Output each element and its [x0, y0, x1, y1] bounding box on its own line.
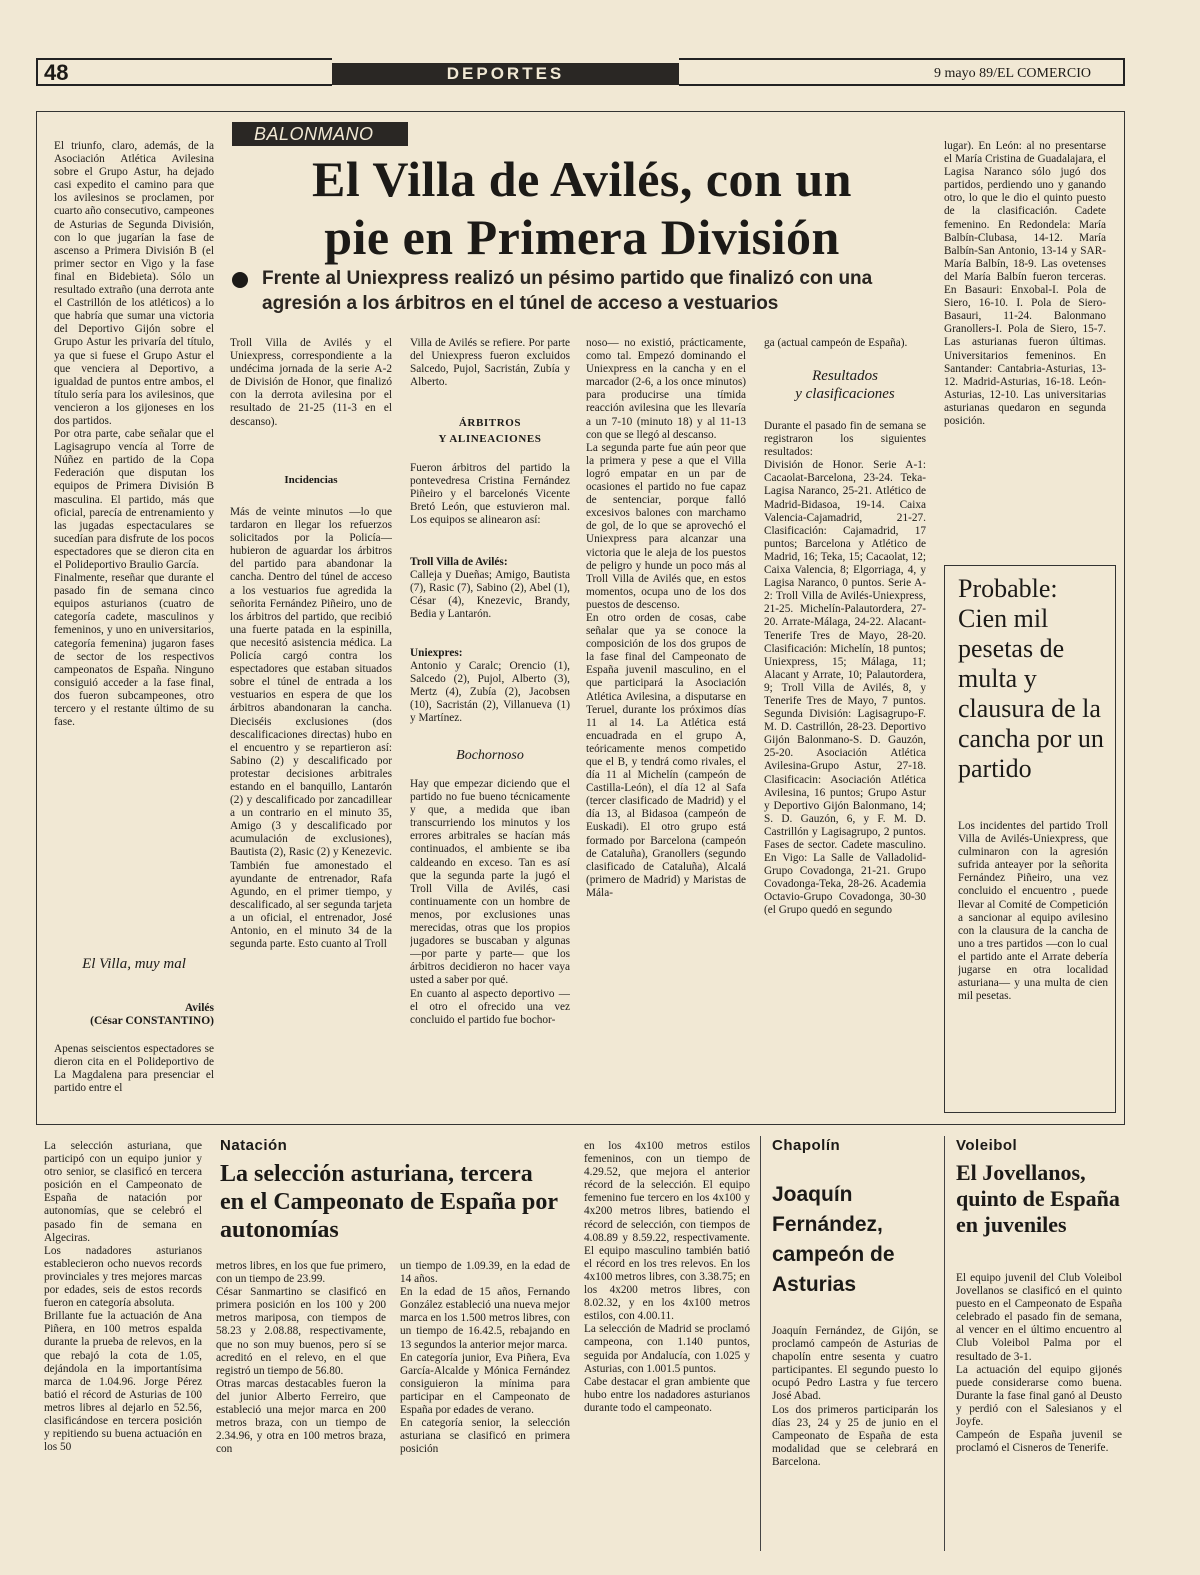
main-headline-line1: El Villa de Avilés, con un [312, 151, 852, 207]
team2-list: Antonio y Caralc; Orencio (1), Salcedo (2), Pujol, Alberto (3), Mertz (4), Zubía (2), Jacobsen (10), Sacristán (2), Villanueva (1) y Martínez. [410, 660, 570, 725]
left-subhead: El Villa, muy mal [82, 956, 186, 972]
natacion-col-b: metros libres, en los que fue primero, con un tiempo de 23.99. César Sanmartino se clasificó en primera posición en los 100 y 200 metros mariposa, con tiempos de 58.23 y 2.08.88, respectivamente, que no son muy buenos, pero sí se acreditó en el relevo, en el que registró un tiempo de 56.80. Otras marcas destacables fueron la del junior Alberto Ferreiro, que estableció una mejor marca en 200 metros braza, con un tiempo de 2.34.96, y otra en 100 metros braza, con [216, 1260, 386, 1456]
voleibol-headline: El Jovellanos, quinto de España en juveniles [956, 1160, 1120, 1237]
voleibol-kicker: Voleibol [956, 1137, 1018, 1154]
sanction-box-title: Probable: Cien mil pesetas de multa y clausura de la cancha por un partido [958, 574, 1104, 783]
header-rule-left [36, 58, 332, 86]
col2-subhead-arbitros: ÁRBITROS [458, 417, 522, 429]
left-column-text: El triunfo, claro, además, de la Asociación Atlética Avilesina sobre el Grupo Astur, ha dejado casi expedito el camino para que los avilesinos se proclamen, por cuarto año consecutivo, campeones de Asturias de Segunda División, con lo que jugarían la fase de ascenso a Primera División B (el primer sector en Vigo y la fase final en Bidebieta). Sólo un resultado extraño (una derrota ante el Castrillón de los atléticos) a lo que habría que sumar una victoria del Deportivo Gijón sobre el Grupo Astur les privaría del título, ya que si fuese el Grupo Astur el que venciera al Deportivo, a igualdad de puntos entre ambos, el título sería para los avilesinos, que vencieron a los gijoneses en los dos partidos. Por otra parte, cabe señalar que el Lagisagrupo vencía al Torre de Núñez en partido de la Copa Federación que disputan los equipos de Primera División B masculina. El partido, más que oficial, parecía de entrenamiento y las jugadas espectaculares se sucedían para disfrute de los pocos espectadores que se dieron cita en el Polideportivo Braulio García. Finalmente, reseñar que durante el pasado fin de semana cinco equipos asturianos (cuatro de categoría cadete, masculinos y femeninos, y uno en universitarios, categoría femenina) jugaron fases de sector de los respectivos campeonatos de España. Ninguno consiguió acceder a la fase final, dos fueron subcampeones, otro tercero y el restante último de su fase. [54, 140, 214, 729]
team1-list: Calleja y Dueñas; Amigo, Bautista (7), Rasic (7), Sabino (2), Abel (1), César (4), Knezevic, Brandy, Bedia y Lantarón. [410, 569, 570, 621]
col1-body: Más de veinte minutos —lo que tardaron en llegar los refuerzos solicitados por la Policía— hubieron de aguardar los árbitros del partido para abandonar la cancha. Dentro del túnel de acceso a los vestuarios fue agredida la señorita Fernández Piñeiro, uno de los árbitros del partido, que recibió una fuerte patada en la espinilla, que necesitó asistencia médica. La Policía cargó contra los espectadores que estaban situados sobre el túnel de entrada a los vestuarios en espera de que los árbitros abandonaran la cancha. Dieciséis exclusiones (dos descalificaciones directas) hubo en el encuentro y se repartieron así: Sabino (2) y descalificado por protestar decisiones arbitrales estando en el banquillo, Lantarón (2) y descalificado por zancadillear a un contrario en el minuto 35, Amigo (3 y descalificado por acumulación de exclusiones), Bautista (2), Rasic (2) y Kenezevic. También fue amonestado el ayundante de entrenador, Rafa Agundo, en el primer tiempo, y descalificado, al ser segunda tarjeta a un oficial, el entrenador, José Antonio, en el minuto 34 de la segunda parte. Esto cuanto al Troll [230, 506, 392, 951]
team1-name: Troll Villa de Avilés: [410, 556, 508, 568]
byline-place: Avilés [184, 1002, 214, 1014]
natacion-col-a: La selección asturiana, que participó con un equipo junior y otro senior, se clasificó en tercera posición en el Campeonato de España de natación por autonomías, que se celebró el pasado fin de semana en Algeciras. Los nadadores asturianos establecieron ocho nuevos records provinciales y tres mejores marcas por edades, seis de estos records fueron en categoría absoluta. Brillante fue la actuación de Ana Piñera, en 100 metros espalda durante la prueba de relevos, en la que rebajó la cota de 1.05, dejándola en la importantísima marca de 1.04.96. Jorge Pérez batió el récord de Asturias de 100 metros libres al dejarlo en 52.56, clasificándose en tercera posición y repitiendo su buena actuación en los 50 [44, 1140, 202, 1454]
page-number: 48 [44, 60, 69, 85]
chapolin-kicker: Chapolín [772, 1137, 841, 1154]
chapolin-text: Joaquín Fernández, de Gijón, se proclamó campeón de Asturias de chapolín entre sesenta y cuatro participantes. El segundo puesto lo ocupó Pedro Lastra y fue tercero José Abad. Los dos primeros participarán los días 23, 24 y 25 de junio en el Campeonato de España de esta modalidad que se celebrará en Barcelona. [772, 1325, 938, 1468]
col4-body: Durante el pasado fin de semana se registraron los siguientes resultados: División de Honor. Serie A-1: Cacaolat-Barcelona, 23-24. Teka-Lagisa Naranco, 25-21. Atlético de Madrid-Bidasoa, 19-14. Caixa Valencia-Cajamadrid, 21-27. Clasificación: Cajamadrid, 17 puntos; Barcelona y Atlético de Madrid, 16; Teka, 15; Cacaolat, 12; Caixa Valencia, 8; Elgorriaga, 4, y Lagisa Naranco, 0 puntos. Serie A-2: Troll Villa de Avilés-Uniexpress, 21-25. Michelín-Palautordera, 27-20. Arrate-Málaga, 24-22. Alacant-Tenerife Tres de Mayo, 28-20. Clasificación: Michelín, 18 puntos; Uniexpress, 15; Málaga, 11; Alacant y Arrate, 10; Palautordera, 9; Troll Villa de Avilés, 8, y Tenerife Tres de Mayo, 7 puntos. Segunda División: Lagisagrupo-F. M. D. Castrillón, 28-23. Deportivo Gijón Balonmano-S. D. Gauzón, 25-20. Asociación Atlética Avilesina-Grupo Astur, 27-18. Clasificacin: Asociación Atlética Avilesina, 16 puntos; Grupo Astur y Deportivo Gijón Balonmano, 14; S. D. Gauzón, 6, y F. M. D. Castrillón y Lagisagrupo, 2 puntos. Fases de sector. Cadete masculino. En Vigo: La Salle de Valladolid-Grupo Covadonga, 21-21. Grupo Covadonga-Teka, 28-26. Academia Octavio-Grupo Covadonga, 30-30 (el Grupo quedó en segundo [764, 420, 926, 917]
col4-subhead-resultados: Resultados [812, 368, 878, 384]
byline-author: (César CONSTANTINO) [90, 1015, 214, 1027]
col2-subhead-bochornoso: Bochornoso [456, 748, 524, 763]
deck-bullet-icon [232, 272, 248, 288]
col2-intro: Villa de Avilés se refiere. Por parte del Uniexpress fueron excluidos Salcedo, Pujol, Sacristán, Zubía y Alberto. [410, 337, 570, 389]
col4-top: ga (actual campeón de España). [764, 337, 908, 349]
bottom-divider-1 [760, 1136, 761, 1551]
col1-subhead-incidencias: Incidencias [284, 474, 338, 486]
natacion-kicker: Natación [220, 1137, 288, 1154]
col1-intro: Troll Villa de Avilés y el Uniexpress, correspondiente a la undécima jornada de la serie A-2 de División de Honor, que finalizó con la derrota avilesina por el resultado de 21-25 (11-3 en el descanso). [230, 337, 392, 428]
natacion-col-c: un tiempo de 1.09.39, en la edad de 14 años. En la edad de 15 años, Fernando González estableció una nueva mejor marca en los 1.500 metros libres, con un tiempo de 16.42.5, rebajando en 13 segundos la anterior mejor marca. En categoría junior, Eva Piñera, Eva García-Alcalde y Mónica Fernández consiguieron la mínima para participar en el Campeonato de España por edades de verano. En categoría senior, la selección asturiana se clasificó en primera posición [400, 1260, 570, 1456]
balonmano-kicker: BALONMANO [232, 122, 408, 146]
natacion-col-d: en los 4x100 metros estilos femeninos, con un tiempo de 4.29.52, que mejora el anterior récord de la selección. El equipo femenino fue tercero en los 4x100 y 4x200 metros libres, batiendo el récord de selección, con tiempos de 4.08.89 y 8.59.22, respectivamente. El equipo masculino también batió el récord en los tres relevos. En los 4x100 metros libres, con 3.38.75; en los 4x200 metros libres, con 8.02.32, y en los 4x100 metros estilos, con 4.00.11. La selección de Madrid se proclamó campeona, con 1.140 puntos, seguida por Andalucía, con 1.025 y Asturias, con 1.001.5 puntos. Cabe destacar el gran ambiente que hubo entre los nadadores asturianos durante todo el campeonato. [584, 1140, 750, 1414]
section-banner: DEPORTES [332, 63, 679, 85]
sanction-box-text: Los incidentes del partido Troll Villa de Avilés-Uniexpress, que culminaron con la agresión sufrida anteayer por la señorita Fernández Piñeiro, una vez concluido el encuentro , puede llevar al Comité de Competición a sancionar al equipo avilesino con la clausura de la cancha de uno a tres partidos —con lo cual el partido ante el Arrate debería jugarse en otra localidad asturiana— y una multa de cien mil pesetas. [958, 820, 1108, 1003]
main-headline [222, 150, 942, 266]
col2-team1 [410, 556, 570, 649]
col4-subhead-clasificaciones: y clasificaciones [795, 386, 895, 402]
team2-name: Uniexpres: [410, 647, 463, 659]
col2-subhead-alineaciones: Y ALINEACIONES [438, 433, 542, 445]
main-headline-line2: pie en Primera División [324, 209, 840, 265]
col5-body: lugar). En León: al no presentarse el María Cristina de Guadalajara, el Lagisa Naranco sólo jugó dos partidos, perdiendo uno y ganando otro, lo que le dio el quinto puesto de la clasificación. Cadete femenino. En Redondela: María Balbín-Clubasa, 14-12. María Balbín-San Antonio, 13-14 y SAR-María Balbín, 18-9. Las ovetenses del María Balbín fueron terceras. En Basauri: Enxobal-I. Pola de Siero, 16-10. I. Pola de Siero-Basauri, 11-24. Balonmano Granollers-I. Pola de Siero, 15-7. Las asturianas fueron últimas. Universitarios femeninos. En Santander: Cantabria-Asturias, 13-12. Madrid-Asturias, 16-18. León-Asturias, 12-10. Las universitarias asturianas quedaron en segunda posición. [944, 140, 1106, 427]
col2-body-c: Hay que empezar diciendo que el partido no fue bueno técnicamente y que, a medida que iban transcurriendo los minutos y los errores arbitrales se hacían más continuados, el ambiente se iba caldeando en exceso. Tan es así que la segunda parte la jugó el Troll Villa de Avilés, casi continuamente con un hombre de menos, por exclusiones unas merecidas, otras que los propios jugadores se buscaban y algunas —por parte y parte— que los árbitros decidieron no hacer vaya usted a saber por qué. En cuanto al aspecto deportivo —el otro el ofrecido una vez concluido el partido fue bochor- [410, 778, 570, 1026]
col3-body: noso— no existió, prácticamente, como tal. Empezó dominando el Uniexpress en la cancha y en el marcador (2-6, a los once minutos) para producirse una tímida reacción avilesina que les llevaría a un 7-10 (minuto 18) y al 11-13 con que se llegó al descanso. La segunda parte fue aún peor que la primera y pese a que el Villa logró empatar en un par de ocasiones el partido no fue capaz de sentenciar, porque falló excesivos balones con marchamo de gol, de lo que se aprovechó el Uniexpress para alcanzar una victoria que le aleja de los puestos de peligro y hunde un poco más al Troll Villa de Avilés que, en estos momentos, ocupa uno de los dos puestos de descenso. En otro orden de cosas, cabe señalar que ya se conoce la composición de los dos grupos de la fase final del Campeonato de España juvenil masculino, en el que participará la Asociación Atlética Avilesina, a disputarse en Teruel, durante los próximos días 11 al 14. La Atlética está encuadrada en el grupo A, teóricamente menos competido que el B, y tendrá como rivales, el día 11 al Michelín (campeón de Castilla-León), el día 12 al Safa (tercer clasificado de Madrid) y el día 13, al Bidasoa (campeón de Euskadi). El otro grupo está formado por Barcelona (campeón de Cataluña), Granollers (segundo clasificado de Cataluña), Alcalá (primero de Madrid) y Maristas de Mála- [586, 337, 746, 899]
header-date: 9 mayo 89/EL COMERCIO [934, 66, 1091, 81]
col2-team2 [410, 647, 570, 740]
col2-body: Fueron árbitros del partido la pontevedresa Cristina Fernández Piñeiro y el barcelonés Vicente Bretó León, que estuvieron mal. Los equipos se alinearon así: [410, 462, 570, 527]
main-deck: Frente al Uniexpress realizó un pésimo partido que finalizó con una agresión a los árbitros en el túnel de acceso a vestuarios [262, 268, 873, 314]
chapolin-headline: Joaquín Fernández, campeón de Asturias [772, 1183, 895, 1296]
voleibol-text: El equipo juvenil del Club Voleibol Jovellanos se clasificó en el quinto puesto en el Campeonato de España celebrado el pasado fin de semana, al vencer en el último encuentro al Club Voleibol Palma por el resultado de 3-1. La actuación del equipo gijonés puede considerarse como buena. Durante la fase final ganó al Deusto y perdió con el Salesianos y el Joyfe. Campeón de España juvenil se proclamó el Cisneros de Tenerife. [956, 1272, 1122, 1455]
left-column-end: Apenas seiscientos espectadores se dieron cita en el Polideportivo de La Magdalena para presenciar el partido entre el [54, 1043, 214, 1095]
natacion-headline: La selección asturiana, tercera en el Campeonato de España por autonomías [220, 1161, 558, 1243]
bottom-divider-2 [944, 1136, 945, 1551]
